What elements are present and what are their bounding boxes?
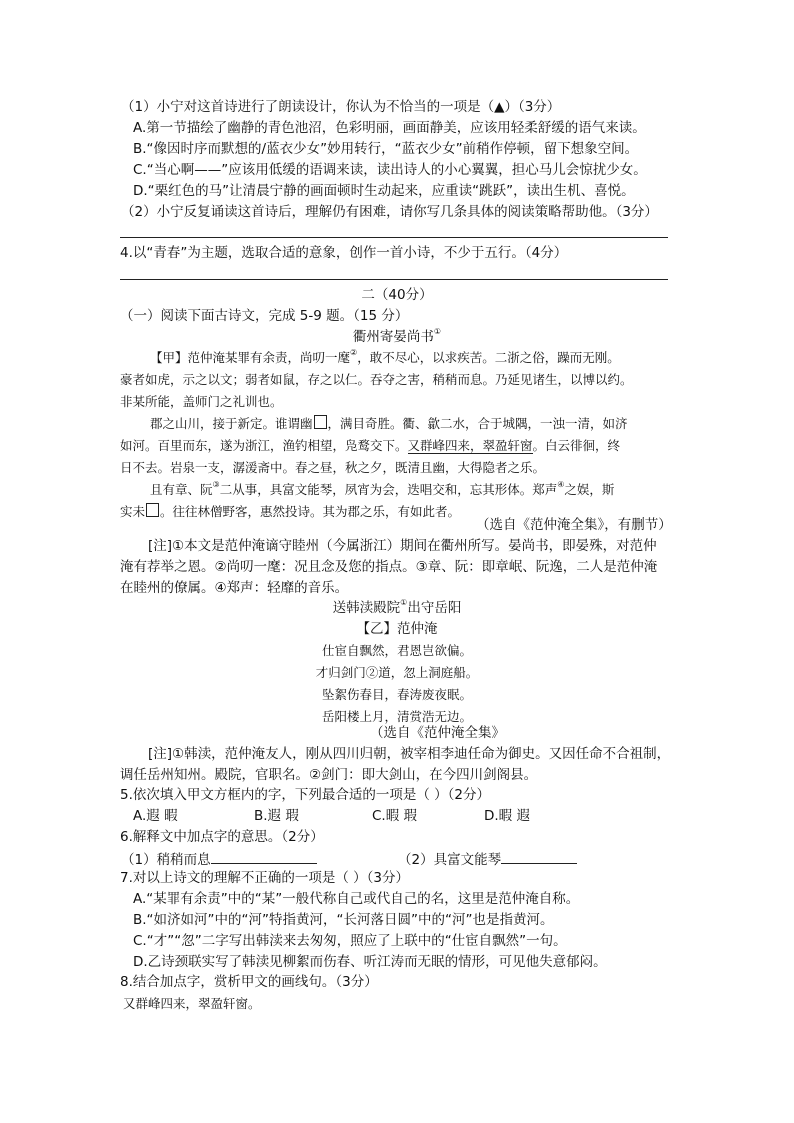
q4-stem: 4.以“青春”为主题，选取合适的意象，创作一首小诗，不少于五行。（4分）: [120, 245, 568, 261]
underlined-sentence: 又群峰四来，翠盈轩窗: [407, 438, 533, 453]
q6-item-2: [398, 849, 577, 869]
jia-para2-line2: [120, 437, 620, 455]
text: 且有章、阮: [150, 482, 213, 497]
q5-stem: 5.依次填入甲文方框内的字，下列最合适的一项是（ ）（2分）: [120, 787, 491, 803]
jia-para1-line3: 非某所能，盖师门之礼训也。: [120, 394, 283, 409]
q7-option-c: C.“才”“忽”二字写出韩渎来去匆匆，照应了上联中的“仕宦自飘然”一句。: [133, 933, 567, 949]
q3-option-d: D.“栗红色的马”让清晨宁静的画面顿时生动起来，应重读“跳跃”，读出生机、喜悦。: [133, 183, 635, 199]
yi-title: [0, 599, 794, 617]
text: 。白云徘徊，终: [532, 438, 621, 453]
yi-note-line2: 调任岳州知州。殿院，官职名。②剑门：即大剑山，在今四川剑阁县。: [120, 767, 538, 783]
q7-option-a: A.“某罪有余责”中的“某”一般代称自己或代自己的名，这里是范仲淹自称。: [133, 891, 580, 907]
answer-line[interactable]: [120, 237, 668, 238]
text: 送韩渎殿院: [332, 600, 401, 616]
answer-line[interactable]: [120, 279, 668, 280]
q3-option-b: B.“像因时序而默想的/蓝衣少女”妙用转行，“蓝衣少女”前稍作停顿，留下想象空间。: [133, 141, 639, 157]
yi-poem-line3: 坠絮伤春目，春涛废夜眠。: [321, 687, 472, 702]
q3-sub1-stem: （1）小宁对这首诗进行了朗读设计，你认为不恰当的一项是（▲）（3分）: [121, 99, 561, 115]
answer-blank[interactable]: [501, 849, 577, 864]
q7-stem: 7.对以上诗文的理解不正确的一项是（ ）（3分）: [120, 870, 410, 886]
text: 如河。百里而东，遂为浙江，渔钓相望，凫鹜交下。: [120, 438, 408, 453]
text: ，敢不尽心，以求疾苦。二浙之俗，躁而无刚。: [357, 350, 620, 365]
text: 之娱，斯: [564, 482, 615, 497]
jia-title-text: 衢州寄晏尚书: [352, 329, 434, 345]
footnote-mark: ③: [212, 480, 220, 489]
jia-para1-line2: 豪者如虎，示之以文；弱者如鼠，存之以仁。吞夺之害，稍稍而息。乃延见诸生，以博以约。: [120, 372, 633, 387]
jia-note-line2: 淹有荐举之恩。②尚叨一麾：况且念及您的指点。③章、阮：即章岷、阮逸，二人是范仲淹: [120, 559, 658, 575]
part1-instruction: （一）阅读下面古诗文，完成 5-9 题。（15 分）: [120, 308, 409, 324]
jia-title: [0, 328, 794, 346]
text: 二从事，具富文能琴，夙宵为会，迭唱交和，忘其形体。郑声: [219, 482, 558, 497]
answer-blank[interactable]: [211, 849, 317, 864]
q8-quote: 又群峰四来，翠盈轩窗。: [123, 996, 261, 1011]
q5-option-a: A.遐 暇: [133, 808, 178, 824]
q3-sub2-stem: （2）小宁反复诵读这首诗后，理解仍有困难，请你写几条具体的阅读策略帮助他。（3分）: [121, 204, 658, 220]
yi-source: （选自《范仲淹全集》: [370, 725, 505, 741]
text: 出守岳阳: [407, 600, 462, 616]
q6-item-1: [121, 849, 317, 869]
jia-note-line3: 在睦州的僚属。④郑声：轻靡的音乐。: [120, 580, 349, 596]
yi-poem-line4: 岳阳楼上月，清赏浩无边。: [321, 709, 472, 724]
footnote-mark: ②: [350, 348, 358, 357]
text: （2）具富文能琴: [398, 852, 502, 868]
footnote-mark: ①: [400, 598, 408, 607]
yi-author: 【乙】范仲淹: [356, 621, 438, 637]
q5-option-b: B.遐 瑕: [254, 808, 299, 824]
jia-source: （选自《范仲淹全集》，有删节）: [476, 517, 672, 533]
q5-option-d: D.暇 遐: [484, 808, 530, 824]
text: 实未: [120, 504, 146, 519]
q3-option-c: C.“当心啊——”应该用低缓的语调来读，读出诗人的小心翼翼，担心马儿会惊扰少女。: [133, 162, 647, 178]
blank-box[interactable]: [314, 415, 327, 429]
jia-para3-line2: [120, 503, 460, 521]
yi-poem-line1: 仕宦自飘然，君恩岂欲偏。: [321, 643, 472, 658]
footnote-mark: ①: [433, 327, 442, 336]
q8-stem: 8.结合加点字，赏析甲文的画线句。（3分）: [120, 974, 378, 990]
yi-note-line1: [注]①韩渎，范仲淹友人，刚从四川归朝，被宰相李迪任命为御史。又因任命不合祖制，: [148, 746, 671, 762]
jia-note-line1: [注]①本文是范仲淹谪守睦州（今属浙江）期间在衢州所写。晏尚书，即晏殊，对范仲: [148, 538, 657, 554]
text: 郡之山川，接于新定。谁谓幽: [150, 416, 313, 431]
jia-para2-line3: 日不去。岩泉一支，潺湲斋中。春之昼，秋之夕，既清且幽，大得隐者之乐。: [120, 460, 546, 475]
jia-para3-line1: [150, 481, 614, 499]
text: （1）稍稍而息: [121, 852, 211, 868]
jia-para2-line1: [150, 415, 628, 433]
yi-poem-line2: 才归剑门②道，忽上洞庭船。: [315, 665, 479, 680]
section-title: 二（40分）: [361, 287, 433, 303]
q3-option-a: A.第一节描绘了幽静的青色池沼，色彩明丽，画面静美，应该用轻柔舒缓的语气来读。: [133, 120, 646, 136]
q6-stem: 6.解释文中加点字的意思。（2分）: [120, 829, 324, 845]
q7-option-d: D.乙诗颈联实写了韩渎见柳絮而伤春、听江涛而无眠的情形，可见他失意郁闷。: [133, 954, 607, 970]
text: 【甲】范仲淹某罪有余责，尚叨一麾: [150, 350, 351, 365]
q5-option-c: C.暇 瑕: [372, 808, 418, 824]
jia-para1-line1: [150, 349, 620, 367]
q7-option-b: B.“如济如河”中的“河”特指黄河，“长河落日圆”中的“河”也是指黄河。: [133, 912, 554, 928]
footnote-mark: ④: [557, 480, 565, 489]
text: ，满目奇胜。衢、歙二水，合于城隅，一浊一清，如济: [327, 416, 628, 431]
blank-box[interactable]: [146, 503, 159, 517]
text: 。往往林僧野客，惠然投诗。其为郡之乐，有如此者。: [160, 504, 461, 519]
